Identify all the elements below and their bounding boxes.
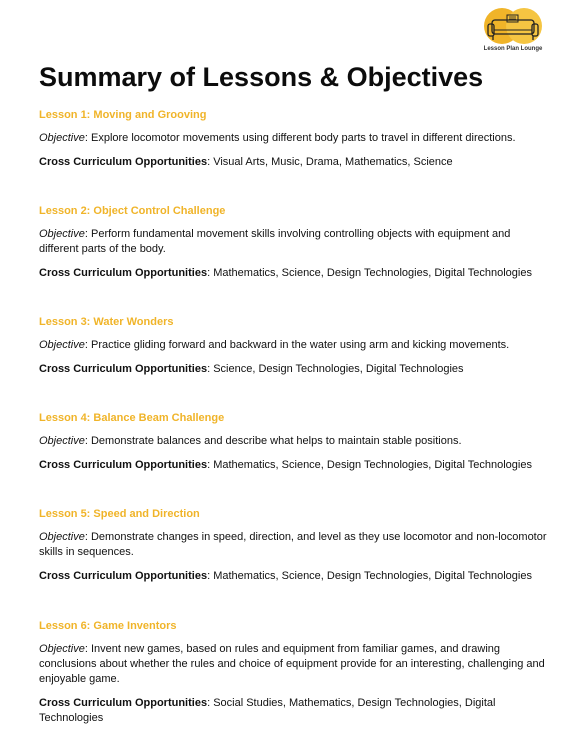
cross-curriculum-label: Cross Curriculum Opportunities: [39, 267, 208, 279]
lesson-objective: Objective: Demonstrate changes in speed, direction, and level as they use locomotor and non-locomotor skills in sequences.: [39, 531, 547, 558]
lesson-cross-curriculum: Cross Curriculum Opportunities: Mathematics, Science, Design Technologies, Digital Technologies: [39, 267, 532, 279]
lesson-title: Lesson 1: Moving and Grooving: [39, 109, 207, 121]
lesson-block: [39, 108, 551, 170]
cross-curriculum-text: Mathematics, Science, Design Technologies, Digital Technologies: [213, 267, 532, 279]
cross-curriculum-text: Visual Arts, Music, Drama, Mathematics, Science: [213, 156, 453, 168]
objective-text: Practice gliding forward and backward in the water using arm and kicking movements.: [90, 339, 510, 351]
lesson-title: Lesson 2: Object Control Challenge: [39, 205, 226, 217]
lesson-objective: Objective: Demonstrate balances and describe what helps to maintain stable positions.: [39, 435, 462, 447]
lesson-title: Lesson 6: Game Inventors: [39, 620, 177, 632]
objective-label: Objective: [39, 132, 85, 144]
lesson-block: [39, 315, 551, 377]
cross-curriculum-label: Cross Curriculum Opportunities: [39, 156, 208, 168]
lesson-cross-curriculum: Cross Curriculum Opportunities: Social Studies, Mathematics, Design Technologies, Digital Technologies: [39, 697, 496, 724]
lesson-title: Lesson 4: Balance Beam Challenge: [39, 412, 225, 424]
objective-text: Perform fundamental movement skills involving controlling objects with equipment and different parts of the body.: [39, 228, 511, 255]
brand-name: Lesson Plan Lounge: [483, 46, 543, 52]
cross-curriculum-label: Cross Curriculum Opportunities: [39, 459, 208, 471]
lesson-cross-curriculum: Cross Curriculum Opportunities: Mathematics, Science, Design Technologies, Digital Technologies: [39, 570, 532, 582]
lesson-cross-curriculum: Cross Curriculum Opportunities: Science, Design Technologies, Digital Technologies: [39, 363, 464, 375]
lesson-cross-curriculum: Cross Curriculum Opportunities: Visual Arts, Music, Drama, Mathematics, Science: [39, 156, 453, 168]
lesson-block: [39, 619, 551, 726]
lesson-objective: Objective: Practice gliding forward and backward in the water using arm and kicking movements.: [39, 339, 510, 351]
lesson-block: [39, 507, 551, 584]
lesson-title: Lesson 3: Water Wonders: [39, 316, 174, 328]
objective-label: Objective: [39, 643, 85, 655]
brand-logo: [480, 6, 546, 56]
lesson-block: [39, 204, 551, 281]
lesson-title: Lesson 5: Speed and Direction: [39, 508, 200, 520]
cross-curriculum-text: Mathematics, Science, Design Technologies, Digital Technologies: [213, 459, 532, 471]
objective-text: Demonstrate changes in speed, direction, and level as they use locomotor and non-locomotor skills in sequences.: [39, 531, 547, 558]
lesson-cross-curriculum: Cross Curriculum Opportunities: Mathematics, Science, Design Technologies, Digital Technologies: [39, 459, 532, 471]
lesson-objective: Objective: Perform fundamental movement skills involving controlling objects with equipment and different parts of the body.: [39, 228, 511, 255]
page-title: Summary of Lessons & Objectives: [39, 62, 484, 92]
objective-label: Objective: [39, 339, 85, 351]
objective-label: Objective: [39, 435, 85, 447]
lesson-block: [39, 411, 551, 473]
objective-label: Objective: [39, 228, 85, 240]
objective-text: Demonstrate balances and describe what helps to maintain stable positions.: [90, 435, 462, 447]
objective-label: Objective: [39, 531, 85, 543]
objective-text: Explore locomotor movements using different body parts to travel in different directions.: [90, 132, 516, 144]
cross-curriculum-label: Cross Curriculum Opportunities: [39, 363, 208, 375]
cross-curriculum-text: Science, Design Technologies, Digital Technologies: [213, 363, 464, 375]
cross-curriculum-text: Social Studies, Mathematics, Design Technologies, Digital Technologies: [39, 697, 496, 724]
cross-curriculum-label: Cross Curriculum Opportunities: [39, 697, 208, 709]
objective-text: Invent new games, based on rules and equipment from familiar games, and drawing conclusions about whether the rules and choice of equipment provide for an interesting, challenging and enjoyable game.: [39, 643, 545, 685]
cross-curriculum-label: Cross Curriculum Opportunities: [39, 570, 208, 582]
cross-curriculum-text: Mathematics, Science, Design Technologies, Digital Technologies: [213, 570, 532, 582]
lounge-sofa-icon: [480, 6, 546, 48]
lesson-objective: Objective: Invent new games, based on rules and equipment from familiar games, and drawing conclusions about whether the rules and choice of equipment provide for an interesting, challenging and enjoyable game.: [39, 643, 545, 685]
lesson-objective: Objective: Explore locomotor movements using different body parts to travel in different directions.: [39, 132, 516, 144]
